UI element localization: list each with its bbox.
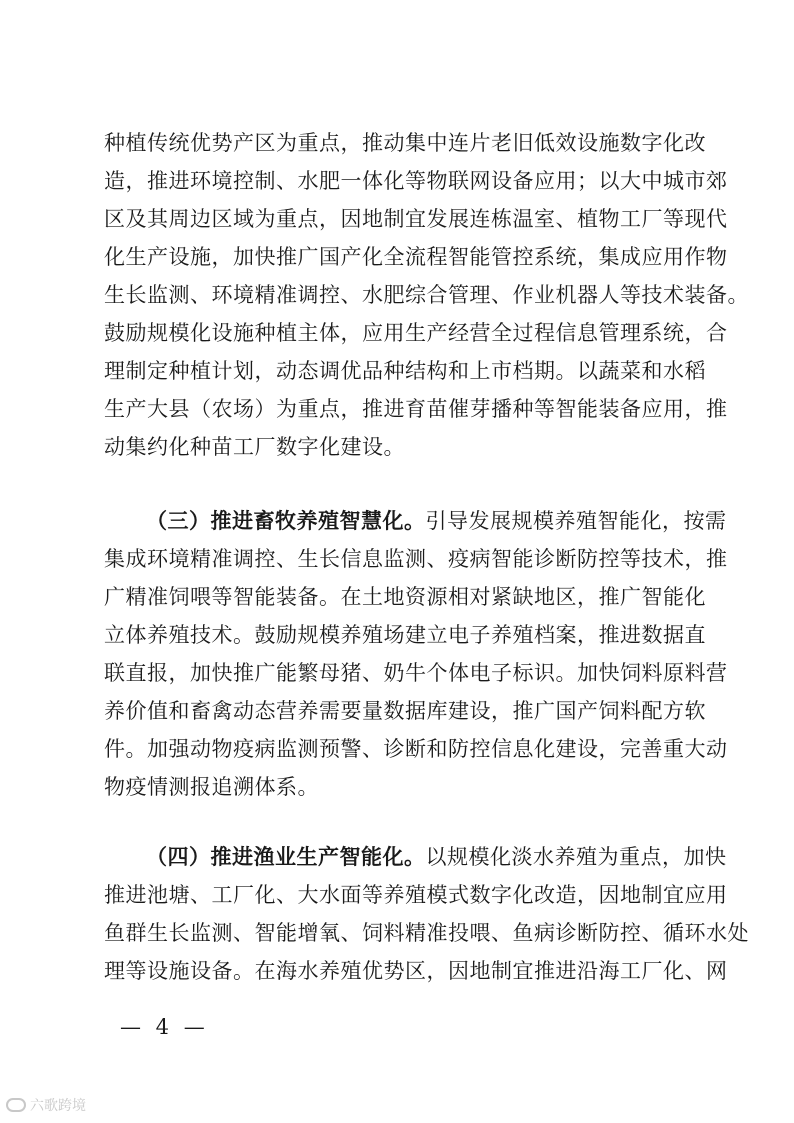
paragraph-3: [104, 838, 749, 990]
text-line: 联直报，加快推广能繁母猪、奶牛个体电子标识。加快饲料原料营: [104, 661, 728, 685]
text-line: 造，推进环境控制、水肥一体化等物联网设备应用；以大中城市郊: [104, 169, 728, 193]
text-line: 生长监测、环境精准调控、水肥综合管理、作业机器人等技术装备。: [104, 283, 749, 307]
text-line: 鱼群生长监测、智能增氧、饲料精准投喂、鱼病诊断防控、循环水处: [104, 921, 749, 945]
text-line-rest: 引导发展规模养殖智能化，按需: [425, 509, 727, 533]
text-line: 鼓励规模化设施种植主体，应用生产经营全过程信息管理系统，合: [104, 321, 728, 345]
watermark-logo-icon: [6, 1098, 26, 1112]
text-line: [104, 838, 727, 876]
text-line: 养价值和畜禽动态营养需要量数据库建设，推广国产饲料配方软: [104, 699, 706, 723]
text-line: 理制定种植计划，动态调优品种结构和上市档期。以蔬菜和水稻: [104, 359, 706, 383]
text-line: 化生产设施，加快推广国产化全流程智能管控系统，集成应用作物: [104, 245, 728, 269]
paragraph-2: [104, 502, 728, 806]
watermark: [6, 1095, 86, 1115]
text-line: 广精准饲喂等智能装备。在土地资源相对紧缺地区，推广智能化: [104, 585, 706, 609]
text-line: 生产大县（农场）为重点，推进育苗催芽播种等智能装备应用，推: [104, 397, 728, 421]
text-line: 立体养殖技术。鼓励规模养殖场建立电子养殖档案，推进数据直: [104, 623, 706, 647]
text-line: [104, 502, 727, 540]
paragraph-1: [104, 124, 749, 466]
text-line: 物疫情测报追溯体系。: [104, 775, 319, 799]
text-line: 集成环境精准调控、生长信息监测、疫病智能诊断防控等技术，推: [104, 547, 728, 571]
section-heading: （三）推进畜牧养殖智慧化。: [146, 509, 426, 533]
text-line: 区及其周边区域为重点，因地制宜发展连栋温室、植物工厂等现代: [104, 207, 728, 231]
text-line-rest: 以规模化淡水养殖为重点，加快: [425, 845, 727, 869]
text-line: 推进池塘、工厂化、大水面等养殖模式数字化改造，因地制宜应用: [104, 883, 728, 907]
watermark-text: 六歌跨境: [30, 1098, 86, 1114]
text-line: 件。加强动物疫病监测预警、诊断和防控信息化建设，完善重大动: [104, 737, 728, 761]
text-line: 动集约化种苗工厂数字化建设。: [104, 435, 405, 459]
text-line: 种植传统优势产区为重点，推动集中连片老旧低效设施数字化改: [104, 131, 706, 155]
section-heading: （四）推进渔业生产智能化。: [146, 845, 426, 869]
page-number: — 4 —: [120, 1015, 209, 1039]
text-line: 理等设施设备。在海水养殖优势区，因地制宜推进沿海工厂化、网: [104, 959, 728, 983]
